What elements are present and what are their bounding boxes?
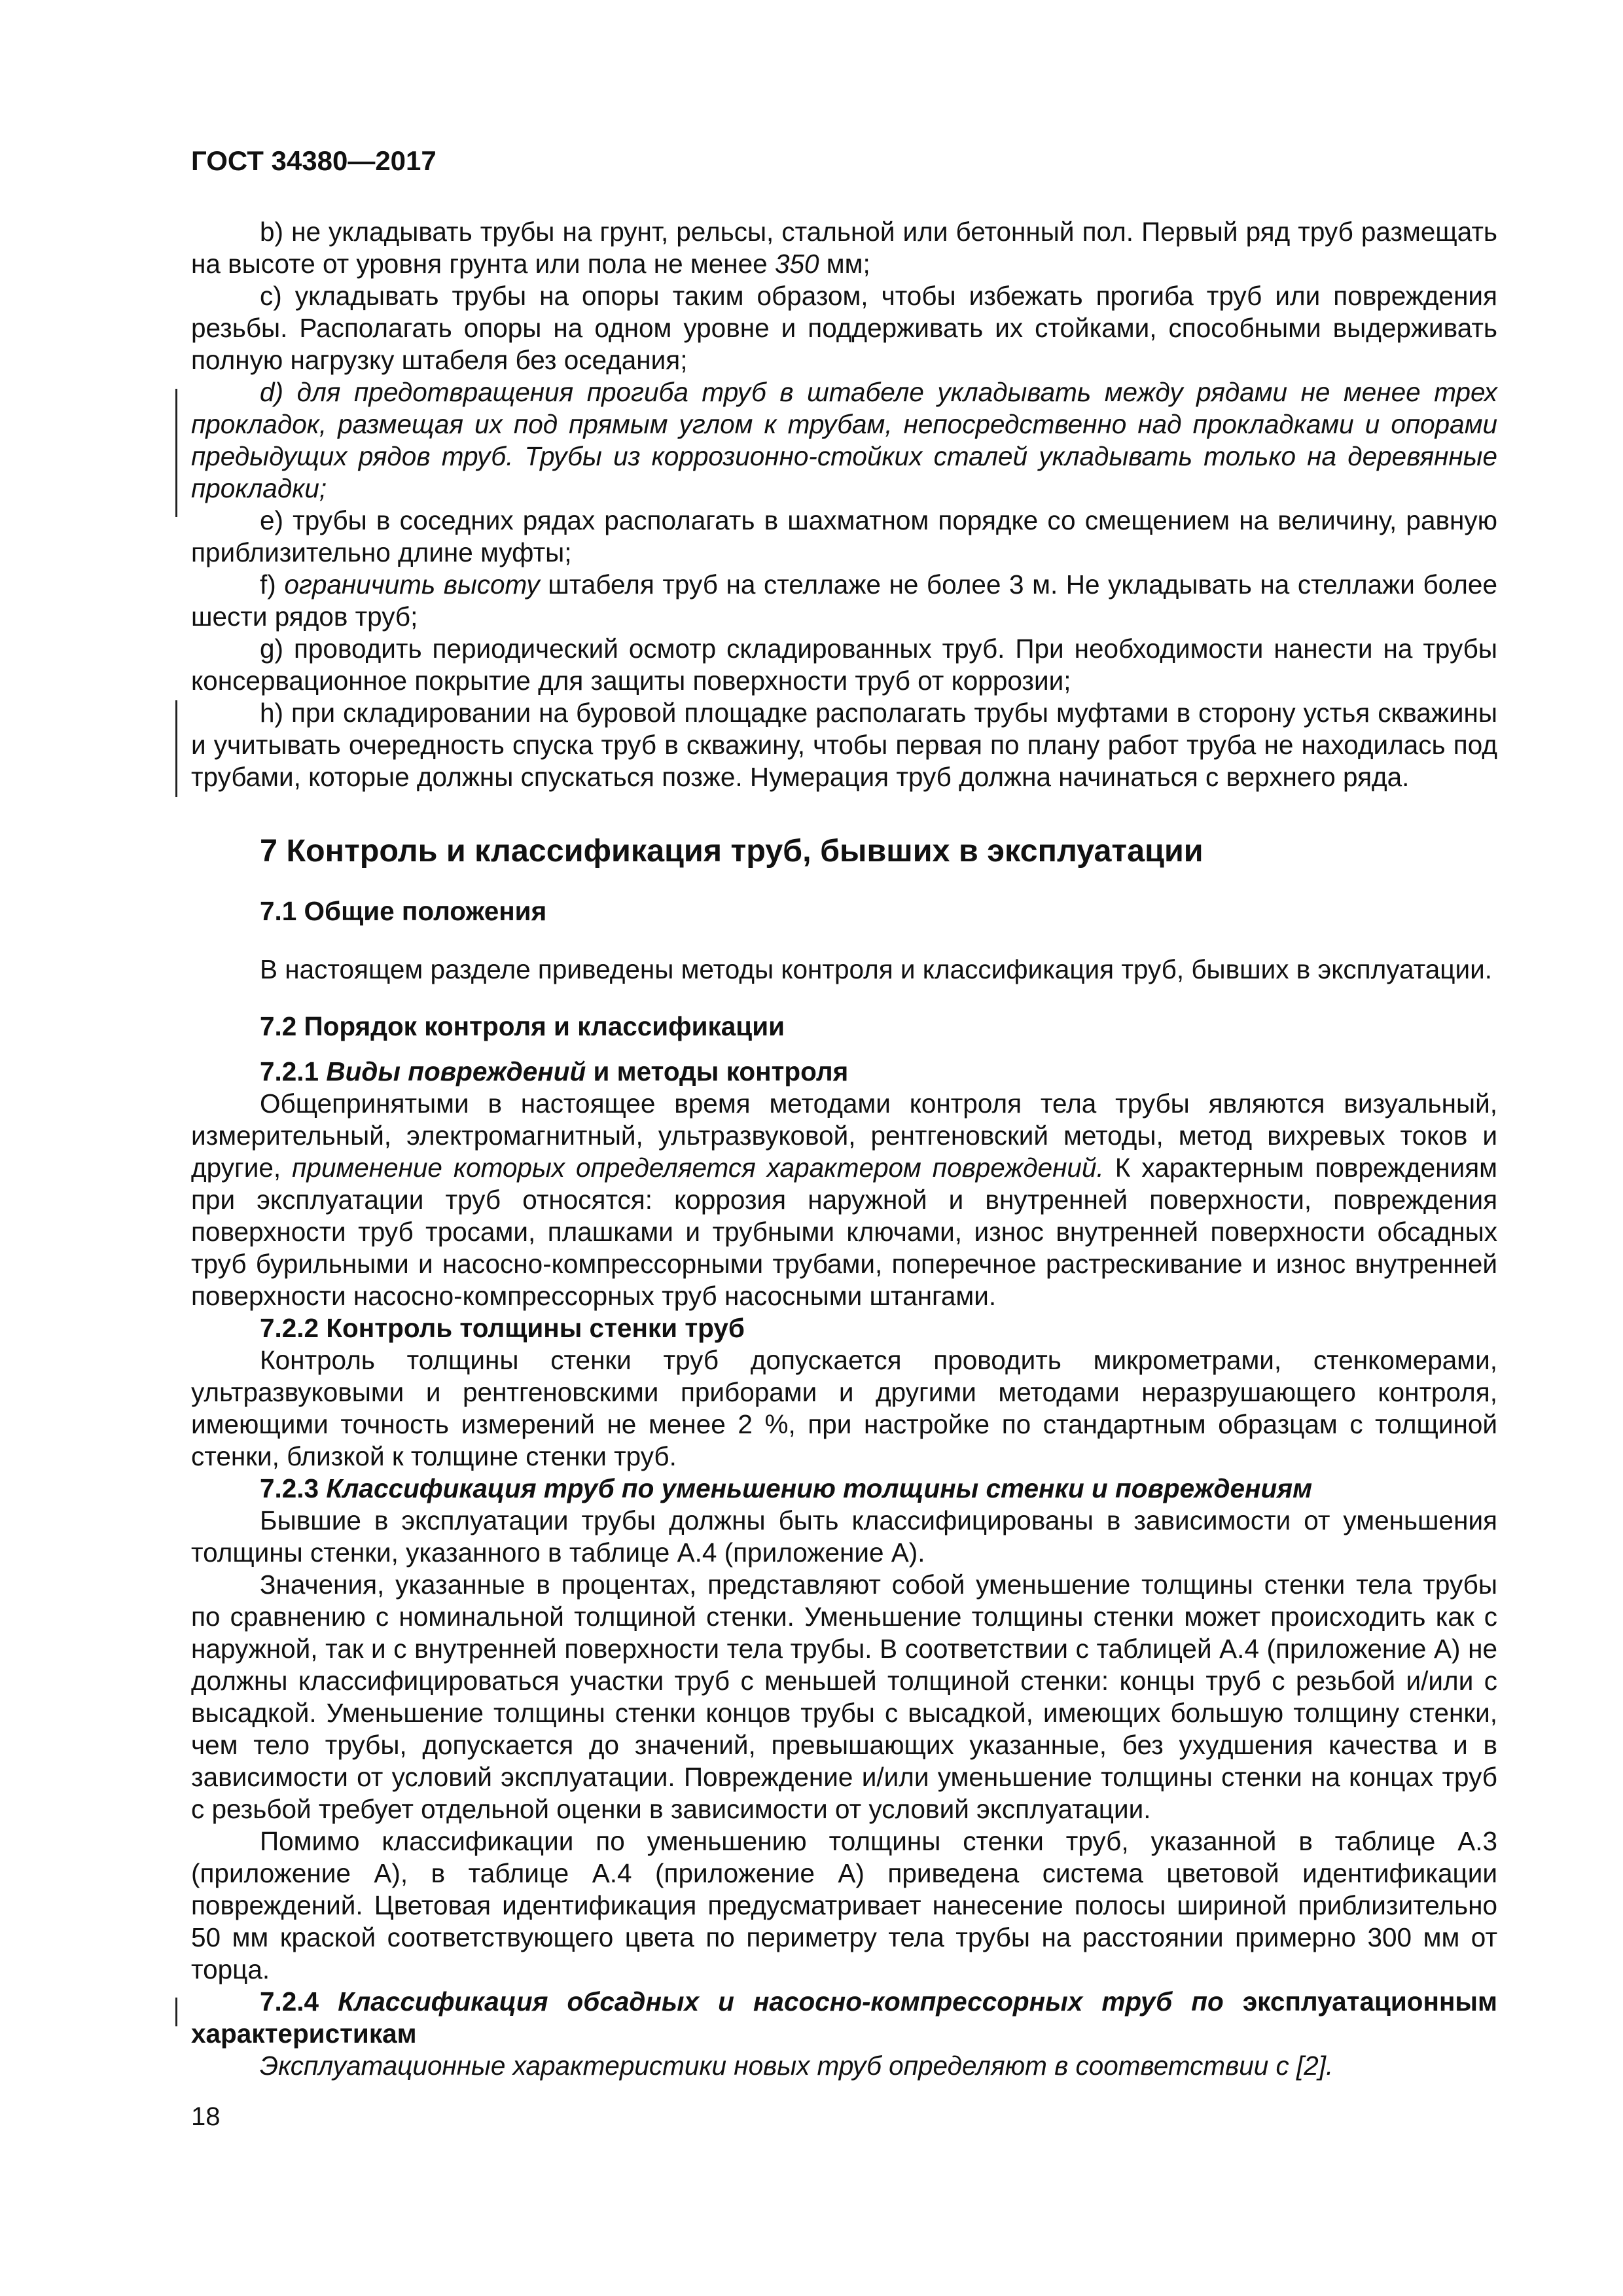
list-item-g: g) проводить периодический осмотр складированных труб. При необходимости нанести на трубы консервационное покрытие для защиты поверхности труб от коррозии; xyxy=(191,634,1497,696)
section-heading: 7 Контроль и классификация труб, бывших в эксплуатации xyxy=(260,833,1204,869)
clause-heading: 7.2.4 Классификация обсадных и насосно-компрессорных труб по эксплуатационным характеристикам xyxy=(191,1986,1497,2049)
revision-mark xyxy=(175,389,177,517)
paragraph: Общепринятыми в настоящее время методами контроля тела трубы являются визуальный, измерительный, электромагнитный, ультразвуковой, рентгеновский методы, метод вихревых токов и другие, применение которых определяется характером повреждений. К характерным повреждениям при эксплуатации труб относятся: коррозия наружной и внутренней поверхности, повреждения поверхности труб тросами, плашками и трубными ключами, износ внутренней поверхности обсадных труб бурильными и насосно-компрессорными трубами, поперечное растрескивание и износ внутренней поверхности насосно-компрессорных труб насосными штангами. xyxy=(191,1088,1497,1311)
subsection-heading: 7.2 Порядок контроля и классификации xyxy=(260,1011,785,1041)
list-item-h: h) при складировании на буровой площадке располагать трубы муфтами в сторону устья скважины и учитывать очередность спуска труб в скважину, чтобы первая по плану работ труба не находилась под трубами, которые должны спускаться позже. Нумерация труб должна начинаться с верхнего ряда. xyxy=(191,698,1497,792)
document-body xyxy=(191,216,1497,2082)
clause-heading: 7.2.1 Виды повреждений и методы контроля xyxy=(260,1056,849,1086)
revision-mark xyxy=(175,700,177,797)
paragraph: Эксплуатационные характеристики новых труб определяют в соответствии с [2]. xyxy=(260,2051,1334,2081)
list-item-b: b) не укладывать трубы на грунт, рельсы, стальной или бетонный пол. Первый ряд труб размещать на высоте от уровня грунта или пола не менее 350 мм; xyxy=(191,217,1497,279)
clause-heading: 7.2.2 Контроль толщины стенки труб xyxy=(260,1313,745,1343)
page-number: 18 xyxy=(191,2102,221,2131)
paragraph: В настоящем разделе приведены методы контроля и классификация труб, бывших в эксплуатации. xyxy=(260,954,1492,984)
paragraph: Бывшие в эксплуатации трубы должны быть классифицированы в зависимости от уменьшения толщины стенки, указанного в таблице А.4 (приложение А). xyxy=(191,1505,1497,1568)
clause-heading: 7.2.3 Классификация труб по уменьшению толщины стенки и повреждениям xyxy=(260,1473,1313,1503)
paragraph: Значения, указанные в процентах, представляют собой уменьшение толщины стенки тела трубы по сравнению с номинальной толщиной стенки. Уменьшение толщины стенки может происходить как с наружной, так и с внутренней поверхности тела трубы. В соответствии с таблицей А.4 (приложение А) не должны классифицироваться участки труб с меньшей толщиной стенки: концы труб с резьбой и/или с высадкой. Уменьшение толщины стенки концов трубы с высадкой, имеющих большую толщину стенки, чем тело трубы, допускается до значений, превышающих указанные, без ухудшения качества и в зависимости от условий эксплуатации. Повреждение и/или уменьшение толщины стенки на концах труб с резьбой требует отдельной оценки в зависимости от условий эксплуатации. xyxy=(191,1570,1497,1824)
paragraph: Помимо классификации по уменьшению толщины стенки труб, указанной в таблице А.3 (приложение А), в таблице А.4 (приложение А) приведена система цветовой идентификации повреждений. Цветовая идентификация предусматривает нанесение полосы шириной приблизительно 50 мм краской соответствующего цвета по периметру тела трубы на расстоянии примерно 300 мм от торца. xyxy=(191,1826,1497,1984)
list-item-c: c) укладывать трубы на опоры таким образом, чтобы избежать прогиба труб или повреждения резьбы. Располагать опоры на одном уровне и поддерживать их стойками, способными выдерживать полную нагрузку штабеля без оседания; xyxy=(191,281,1497,375)
paragraph: Контроль толщины стенки труб допускается проводить микрометрами, стенкомерами, ультразвуковыми и рентгеновскими приборами и другими методами неразрушающего контроля, имеющими точность измерений не менее 2 %, при настройке по стандартным образцам с толщиной стенки, близкой к толщине стенки труб. xyxy=(191,1345,1497,1471)
standard-header: ГОСТ 34380—2017 xyxy=(191,145,437,176)
revision-mark xyxy=(175,1998,177,2026)
list-item-d: d) для предотвращения прогиба труб в штабеле укладывать между рядами не менее трех прокладок, размещая их под прямым углом к трубам, непосредственно над прокладками и опорами предыдущих рядов труб. Трубы из коррозионно-стойких сталей укладывать только на деревянные прокладки; xyxy=(191,377,1497,503)
list-item-e: e) трубы в соседних рядах располагать в шахматном порядке со смещением на величину, равную приблизительно длине муфты; xyxy=(191,505,1497,567)
list-item-f: f) ограничить высоту штабеля труб на стеллаже не более 3 м. Не укладывать на стеллажи более шести рядов труб; xyxy=(191,569,1497,632)
subsection-heading: 7.1 Общие положения xyxy=(260,896,547,926)
